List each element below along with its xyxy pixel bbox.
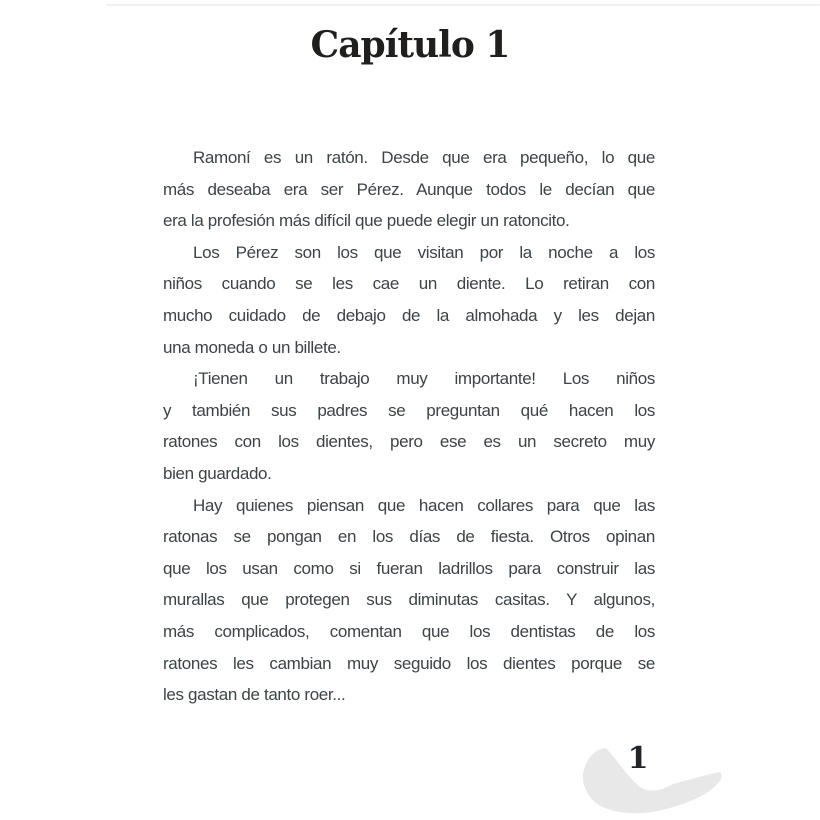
chapter-title: Capítulo 1 bbox=[310, 24, 510, 66]
text-line: les gastan de tanto roer... bbox=[163, 685, 346, 705]
page-top-edge-line bbox=[106, 4, 820, 6]
body-text-block bbox=[163, 142, 655, 711]
paragraph bbox=[163, 237, 655, 363]
text-line: ¡Tienen un trabajo muy importante! Los niños bbox=[193, 369, 655, 389]
text-line: mucho cuidado de debajo de la almohada y les dejan bbox=[163, 305, 655, 325]
text-line: niños cuando se les cae un diente. Lo retiran con bbox=[163, 274, 655, 294]
text-line: murallas que protegen sus diminutas casitas. Y algunos, bbox=[163, 590, 655, 610]
text-line: más deseaba era ser Pérez. Aunque todos le decían que bbox=[163, 179, 655, 199]
text-line: más complicados, comentan que los dentistas de los bbox=[163, 621, 655, 641]
paragraph bbox=[163, 142, 655, 237]
text-line: ratones les cambian muy seguido los dientes porque se bbox=[163, 653, 655, 673]
text-line: una moneda o un billete. bbox=[163, 337, 341, 357]
paragraph bbox=[163, 363, 655, 489]
text-line: era la profesión más difícil que puede elegir un ratoncito. bbox=[163, 211, 570, 231]
paragraph bbox=[163, 490, 655, 711]
text-line: bien guardado. bbox=[163, 463, 272, 483]
text-line: que los usan como si fueran ladrillos para construir las bbox=[163, 558, 655, 578]
text-line: ratones con los dientes, pero ese es un secreto muy bbox=[163, 432, 655, 452]
text-line: Ramoní es un ratón. Desde que era pequeño, lo que bbox=[193, 148, 655, 167]
page-number: 1 bbox=[627, 741, 649, 776]
text-line: Hay quienes piensan que hacen collares para que las bbox=[193, 495, 655, 515]
text-line: Los Pérez son los que visitan por la noche a los bbox=[193, 242, 655, 262]
text-line: ratonas se pongan en los días de fiesta. Otros opinan bbox=[163, 527, 655, 547]
text-line: y también sus padres se preguntan qué hacen los bbox=[163, 400, 655, 420]
